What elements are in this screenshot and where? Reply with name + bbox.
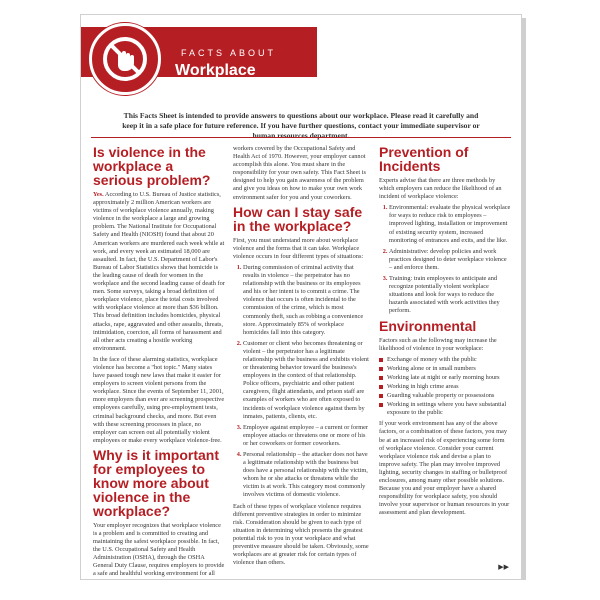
heading-stay-safe: How can I stay safe in the workplace?	[233, 203, 363, 234]
list-item: Working alone or in small numbers	[379, 365, 511, 373]
column-3	[379, 145, 511, 520]
prevention-methods-list	[379, 204, 511, 315]
intro-text: This Facts Sheet is intended to provide answers to questions about our workplace. Please read it carefully and keep it in a safe place for future reference. If you have further questions, contact your immediate supervisor or human resources department.	[122, 111, 480, 140]
risk-factors-list	[379, 356, 511, 418]
paragraph: First, you must understand more about workplace violence and the forms that it can take. Workplace violence occurs in four different types of situations:	[233, 236, 364, 260]
list-item: Working in high crime areas	[379, 383, 511, 391]
list-item: 3. Training: train employees to anticipate and recognize potentially violent workplace situations and look for ways to reduce the hazards associated with work activities they perform.	[389, 275, 511, 315]
list-item: 2. Customer or client who becomes threatening or violent – the perpetrator has a legitimate relationship with the business and exhibits violent or threatening behavior toward the business's employees in the context of that relationship. Police officers, psychiatric and other patient caregivers, flight attendants, and prison staff are examples of workers who are often exposed to incidents of workplace violence against them by inmates, patients, clients, etc.	[243, 340, 371, 421]
header	[81, 15, 521, 97]
paragraph-text: According to U.S. Bureau of Justice statistics, approximately 2 million American workers are victims of workplace violence annually, making violence in the workplace a large and growing problem. The National Institute for Occupational Safety and Health (NIOSH) found that about 20 American workers are murdered each week while at work, and every week an estimated 18,000 are assaulted. In fact, the U.S. Department of Labor's Bureau of Labor Statistics shows that homicide is the leading cause of death for women in the workplace and the second leading cause of death for men. Some surveys, taking a broad definition of workplace violence, place the total costs involved with workplace violence at more than $36 billion. This broad definition includes homicides, physical attacks, rape, aggravated and other assaults, threats, intimidation, coercion, all forms of harassment and all other acts creating a hostile working environment.	[93, 191, 225, 352]
paragraph: In the face of these alarming statistics, workplace violence has become a "hot topic." Many states have passed tough new laws that make it easier for employers to screen violent persons from the workplace. Since the events of September 11, 2001, more employers than ever are screening prospective employees carefully, using pre-employment tests, criminal background checks, and more. But even with these screening processes in place, no employer can screen out all potentially violent employees or make every workplace violence-free.	[93, 355, 225, 444]
heading-environmental: Environmental	[379, 317, 477, 334]
list-item: Exchange of money with the public	[379, 356, 511, 364]
list-item: Working in settings where you have substantial exposure to the public	[379, 401, 511, 417]
header-kicker: FACTS ABOUT	[181, 48, 277, 58]
paragraph: If your work environment has any of the above factors, or a combination of these factors, you may be at an increased risk of experiencing some form of workplace violence. Consider your current workplace violence risk and devise a plan to improve safety. The plan may involve improved lighting, security changes in staffing or bulletproof enclosures, among many other possible solutions. Because you and your employer have a shared responsibility for workplace safety, you should involve your supervisor or human resources in your assessment and plan development.	[379, 420, 510, 517]
list-item: Guarding valuable property or possessions	[379, 392, 511, 400]
paragraph: Your employer recognizes that workplace violence is a problem and is committed to creating and maintaining the safest workplace possible. In fact, the U.S. Occupational Safety and Health Administration (OSHA), through the OSHA General Duty Clause, requires employers to provide a safe and healthful working environment for all	[93, 521, 225, 578]
paragraph	[93, 191, 225, 353]
paragraph: Factors such as the following may increase the likelihood of violence in your workplace:	[379, 336, 497, 352]
badge	[89, 23, 161, 95]
violence-types-list	[233, 264, 371, 500]
fact-sheet-page	[80, 14, 522, 580]
divider	[91, 137, 511, 138]
list-item: 1. During commission of criminal activity that results in violence – the perpetrator has no relationship with the business or its employees and his or her intent is to commit a crime. The violence that occurs is often incidental to the commission of the crime, which is most commonly theft, such as robbing a convenience store. Approximately 85% of workplace homicides fall into this category.	[243, 264, 371, 337]
list-item: 2. Administrative: develop policies and work practices designed to deter workplace violence – and enforce them.	[389, 248, 511, 272]
paragraph: Each of these types of workplace violence requires different preventive strategies in order to minimize risk. Consideration should be given to each type of situation in determining which presents the greatest potential risk to you in your workplace and what preventive measure should be taken. Obviously, some workplaces are at greater risk for certain types of violence than others.	[233, 502, 369, 567]
paragraph: workers covered by the Occupational Safety and Health Act of 1970. However, your employer cannot accomplish this alone. You must share in the responsibility for your own safety. This Fact Sheet is designed to help you gain awareness of the problem and give you ideas on how to make your own work environment safer for you and your coworkers.	[233, 145, 366, 201]
list-item: 1. Environmental: evaluate the physical workplace for ways to reduce risk to employees – improved lighting, installation or improvement of existing security system, increased monitoring of entrances and exits, and the like.	[389, 204, 511, 244]
lead-word: Yes.	[93, 191, 104, 198]
list-item: 3. Employee against employee – a current or former employee attacks or threatens one or more of his or her coworkers or former coworkers.	[243, 424, 371, 448]
list-item: Working late at night or early morning hours	[379, 374, 511, 382]
header-title: Workplace Violence	[175, 62, 256, 97]
heading-serious-problem: Is violence in the workplace a serious problem?	[93, 144, 211, 188]
column-1	[93, 145, 225, 580]
list-item: 4. Personal relationship – the attacker does not have a legitimate relationship with the business but does have a personal relationship with the victim, whom he or she attacks or threatens while the victim is at work. This category most commonly involves victims of domestic violence.	[243, 451, 371, 500]
paragraph: Experts advise that there are three methods by which employers can reduce the likelihood of an incident of workplace violence:	[379, 177, 502, 201]
heading-prevention: Prevention of Incidents	[379, 144, 469, 174]
next-page-arrows: ▶▶	[498, 563, 509, 571]
column-2	[233, 145, 371, 570]
heading-why-important: Why is it important for employees to know more about violence in the workplace?	[93, 446, 219, 519]
no-violence-icon	[101, 35, 149, 83]
